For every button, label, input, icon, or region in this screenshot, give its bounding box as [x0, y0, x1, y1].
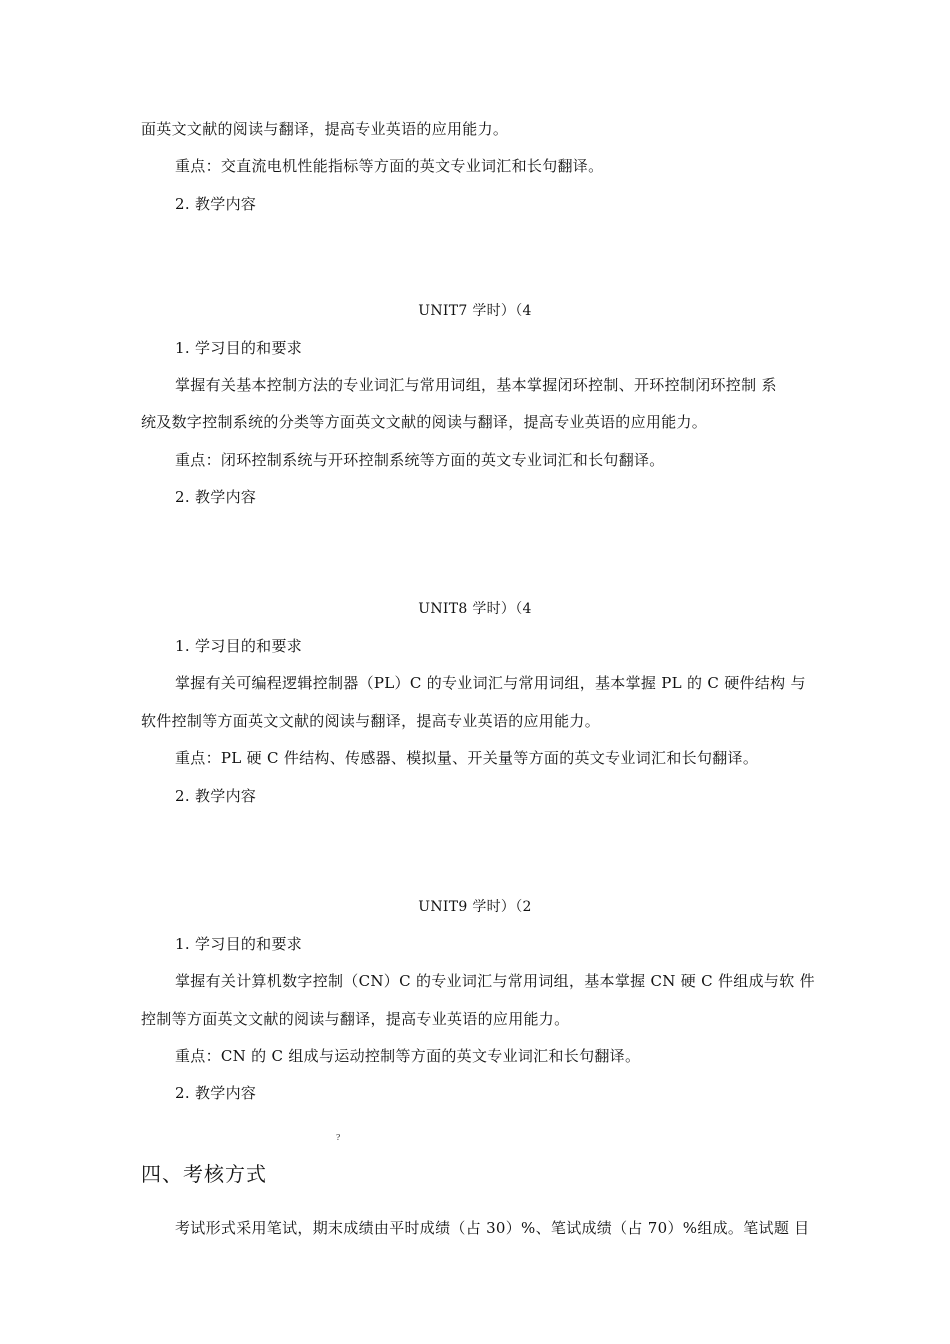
stray-mark: ? — [336, 1133, 341, 1142]
assessment-text: 考试形式采用笔试，期末成绩由平时成绩（占 30）%、笔试成绩（占 70）%组成。笔试题 目 — [175, 1219, 810, 1237]
objective-text: 掌握有关计算机数字控制（CN）C 的专业词汇与常用词组，基本掌握 CN 硬 C 件组成与软 件 — [175, 972, 815, 990]
objective-label: 1. 学习目的和要求 — [175, 935, 303, 953]
unit-title: UNIT7 学时）（4 — [418, 303, 532, 319]
objective-text: 掌握有关可编程逻辑控制器（PL）C 的专业词汇与常用词组，基本掌握 PL 的 C 硬件结构 与 — [175, 674, 806, 692]
key-point-text: 重点：交直流电机性能指标等方面的英文专业词汇和长句翻译。 — [175, 157, 604, 175]
key-point-text: 重点：PL 硬 C 件结构、传感器、模拟量、开关量等方面的英文专业词汇和长句翻译。 — [175, 749, 759, 767]
paragraph-continuation: 面英文文献的阅读与翻译，提高专业英语的应用能力。 — [141, 120, 509, 138]
content-label: 2. 教学内容 — [175, 488, 257, 506]
unit-title: UNIT9 学时）（2 — [418, 899, 532, 915]
objective-label: 1. 学习目的和要求 — [175, 339, 303, 357]
objective-text: 软件控制等方面英文文献的阅读与翻译，提高专业英语的应用能力。 — [141, 712, 601, 730]
key-point-text: 重点：闭环控制系统与开环控制系统等方面的英文专业词汇和长句翻译。 — [175, 451, 665, 469]
content-label: 2. 教学内容 — [175, 1084, 257, 1102]
unit-title: UNIT8 学时）（4 — [418, 601, 532, 617]
objective-label: 1. 学习目的和要求 — [175, 637, 303, 655]
objective-text: 统及数字控制系统的分类等方面英文文献的阅读与翻译，提高专业英语的应用能力。 — [141, 413, 708, 431]
key-point-text: 重点：CN 的 C 组成与运动控制等方面的英文专业词汇和长句翻译。 — [175, 1047, 641, 1065]
section-heading: 四、考核方式 — [141, 1162, 267, 1186]
objective-text: 掌握有关基本控制方法的专业词汇与常用词组，基本掌握闭环控制、开环控制闭环控制 系 — [175, 376, 777, 394]
content-label: 2. 教学内容 — [175, 787, 257, 805]
content-label: 2. 教学内容 — [175, 195, 257, 213]
objective-text: 控制等方面英文文献的阅读与翻译，提高专业英语的应用能力。 — [141, 1010, 570, 1028]
